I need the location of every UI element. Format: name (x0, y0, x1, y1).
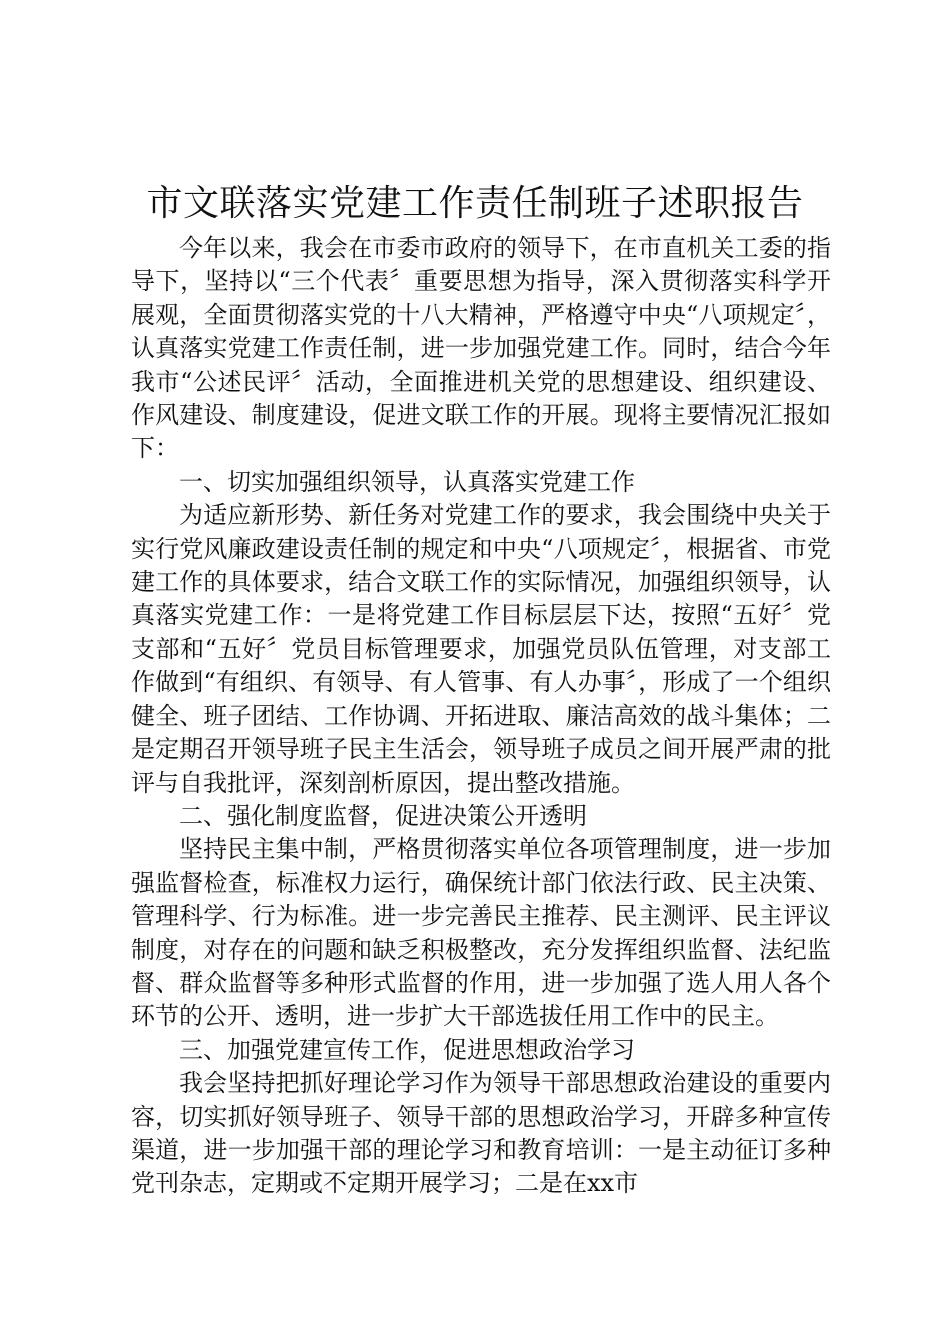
section-heading: 二、强化制度监督，促进决策公开透明 (179, 801, 587, 830)
body-paragraph: 今年以来，我会在市委市政府的领导下，在市直机关工委的指导下，坚持以“三个代表〞重要思想为指导，深入贯彻落实科学开展观，全面贯彻落实党的十八大精神，严格遵守中央“八项规定〞，认真落实党建工作责任制，进一步加强党建工作。同时，结合今年我市“公述民评〞活动，全面推进机关党的思想建设、组织建设、作风建设、制度建设，促进文联工作的开展。现将主要情况汇报如下： (131, 234, 831, 463)
body-paragraph: 为适应新形势、新任务对党建工作的要求，我会围绕中央关于实行党风廉政建设责任制的规定和中央“八项规定〞，根据省、市党建工作的具体要求，结合文联工作的实际情况，加强组织领导，认真落实党建工作：一是将党建工作目标层层下达，按照“五好〞党支部和“五好〞党员目标管理要求，加强党员队伍管理，对支部工作做到“有组织、有领导、有人管事、有人办事〞，形成了一个组织健全、班子团结、工作协调、开拓进取、廉洁高效的战斗集体；二是定期召开领导班子民主生活会，领导班子成员之间开展严肃的批评与自我批评，深刻剖析原因，提出整改措施。 (131, 501, 831, 797)
section-heading: 三、加强党建宣传工作，促进思想政治学习 (179, 1035, 635, 1064)
document-body (131, 232, 831, 1201)
body-paragraph: 坚持民主集中制，严格贯彻落实单位各项管理制度，进一步加强监督检查，标准权力运行，确保统计部门依法行政、民主决策、管理科学、行为标准。进一步完善民主推荐、民主测评、民主评议制度，对存在的问题和缺乏积极整改，充分发挥组织监督、法纪监督、群众监督等多种形式监督的作用，进一步加强了选人用人各个环节的公开、透明，进一步扩大干部选拔任用工作中的民主。 (131, 835, 831, 1031)
document-title: 市文联落实党建工作责任制班子述职报告 (146, 183, 804, 224)
body-paragraph: 我会坚持把抓好理论学习作为领导干部思想政治建设的重要内容，切实抓好领导班子、领导干部的思想政治学习，开辟多种宣传渠道，进一步加强干部的理论学习和教育培训：一是主动征订多种党刊杂志，定期或不定期开展学习；二是在xx市 (131, 1069, 831, 1198)
section-heading: 一、切实加强组织领导，认真落实党建工作 (179, 467, 635, 496)
